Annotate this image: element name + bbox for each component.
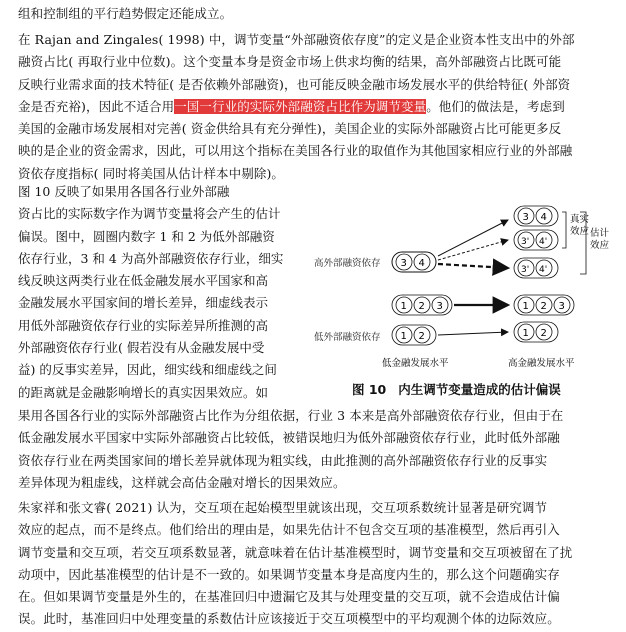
circle-label: 3	[558, 301, 565, 312]
text-line: 依存行业，3 和 4 为高外部融资依存行业，细实	[18, 250, 284, 266]
label-true-effect-1: 真实	[570, 214, 590, 225]
circles-right-mid2	[514, 258, 558, 278]
text-line: 偏误。图中，圆圈内数字 1 和 2 为低外部融资	[18, 228, 275, 244]
circle-label: 1	[522, 301, 529, 312]
text-fragment: 金是否充裕)，因此不适合用	[18, 98, 175, 114]
circle-label: 3	[400, 258, 407, 269]
circles-low-left-top	[392, 295, 452, 315]
text-line: 效应的起点，而不是终点。他们给出的理由是，如果先估计不包含交互项的基准模型，然后再引入	[18, 522, 560, 538]
figure-number: 图 10	[352, 382, 387, 397]
circle-label: 1	[400, 301, 407, 312]
figure-10	[312, 190, 612, 410]
text-line: 误。此时，基准回归中处理变量的系数估计应该接近于交互项模型中的平均观测个体的边际效应。	[18, 611, 560, 627]
circle-label: 1	[522, 328, 529, 339]
text-line: 资依存度指标( 同时将美国从估计样本中剔除)。	[18, 165, 285, 181]
highlighted-text: 一国一行业的实际外部融资占比作为调节变量	[174, 98, 427, 114]
arrow-thin-solid-high	[438, 220, 508, 256]
figure-caption	[352, 380, 561, 398]
circle-label: 4	[540, 212, 547, 223]
circle-label: 3'	[521, 265, 530, 275]
paragraph-2	[18, 29, 610, 185]
circles-right-top	[514, 206, 558, 226]
label-est-effect-2: 效应	[590, 240, 610, 251]
text-line: 在。但如果调节变量是外生的，在基准回归中遗漏它及其与处理变量的交互项，就不会造成估计偏	[18, 589, 560, 605]
text-line: 果用各国各行业的实际外部融资占比作为分组依据，行业 3 本来是高外部融资依存行业，但由于在	[18, 408, 564, 423]
text-line: 融资占比( 再取行业中位数)。这个变量本身是资金市场上供求均衡的结果，高外部融资占比既可能	[18, 54, 562, 70]
circles-high-left	[392, 252, 436, 272]
circle-label: 3	[522, 212, 529, 223]
text-line: 动项中，因此基准模型的估计是不一致的。如果调节变量本身是高度内生的，那么这个问题确实存	[18, 566, 560, 582]
circle-label: 4	[418, 258, 425, 269]
text-line: 图 10 反映了如果用各国各行业外部融	[18, 184, 230, 199]
axis-label-high-fin-dev: 高金融发展水平	[508, 358, 575, 369]
text-line: 外部融资依存行业( 假若没有从金融发展中受	[18, 340, 265, 356]
paragraph-4	[18, 497, 610, 631]
text-line-with-highlight	[18, 96, 610, 118]
text-line: 线反映这两类行业在低金融发展水平国家和高	[18, 273, 269, 289]
text-line: 在 Rajan and Zingales( 1998) 中，调节变量“外部融资依存度”的定义是企业资本性支出中的外部	[18, 32, 575, 47]
paragraph-1	[18, 3, 610, 25]
bracket-true-effect	[562, 212, 566, 248]
circle-label: 2	[540, 328, 547, 339]
text-line: 的距离就是金融影响增长的真实因果效应。如	[18, 384, 269, 400]
text-line: 组和控制组的平行趋势假定还能成立。	[18, 6, 233, 21]
circles-right-mid1	[514, 230, 558, 250]
circle-label: 4'	[539, 237, 548, 247]
text-line: 美国的金融市场发展相对完善( 资金供给具有充分弹性)，美国企业的实际外部融资占比可能更多反	[18, 121, 562, 137]
paragraph-3-left	[18, 181, 308, 404]
text-line: 差异体现为粗虚线，这样就会高估金融对增长的因果效应。	[18, 474, 346, 490]
text-line: 低金融发展水平国家中实际外部融资占比较低，被错误地归为低外部融资依存行业，此时低外部融	[18, 430, 560, 446]
axis-label-low-fin-dev: 低金融发展水平	[382, 358, 449, 369]
label-est-effect-1: 估计	[590, 228, 610, 239]
circle-label: 2	[418, 301, 425, 312]
circle-label: 3'	[521, 237, 530, 247]
circle-label: 2	[418, 331, 425, 342]
circle-label: 3	[436, 301, 443, 312]
text-line: 朱家祥和张文睿( 2021) 认为，交互项在起始模型里就该出现，交互项系数统计显著是研究调节	[18, 500, 548, 515]
text-fragment: 。他们的做法是，考虑到	[426, 98, 565, 114]
label-high-dependence: 高外部融资依存	[314, 258, 381, 269]
circle-label: 2	[540, 301, 547, 312]
text-line: 益) 的反事实差异，因此，细实线和细虚线之间	[18, 362, 277, 378]
figure-diagram	[312, 190, 612, 380]
label-low-dependence: 低外部融资依存	[314, 332, 381, 343]
text-line: 资依存行业在两类国家间的增长差异就体现为粗实线，由此推测的高外部融资依存行业的反事实	[18, 452, 548, 468]
text-line: 映的是企业的资金需求，因此，可以用这个指标在美国各行业的取值作为其他国家相应行业的外部融	[18, 143, 573, 159]
text-line: 反映行业需求面的技术特征( 是否依赖外部融资)，也可能反映金融市场发展水平的供给特征( 外部资	[18, 76, 571, 92]
arrow-thin-dashed	[438, 240, 508, 260]
paragraph-3-cont	[18, 405, 610, 494]
text-line: 资占比的实际数字作为调节变量将会产生的估计	[18, 206, 281, 222]
circles-right-low1	[514, 295, 574, 315]
figure-title: 内生调节变量造成的估计偏误	[398, 382, 561, 397]
circles-low-left-bottom	[392, 325, 436, 345]
text-line: 金融发展水平国家间的增长差异，细虚线表示	[18, 295, 269, 311]
arrow-thin-solid-low	[438, 332, 508, 335]
circle-label: 1	[400, 331, 407, 342]
text-line: 调节变量和交互项，若交互项系数显著，就意味着在估计基准模型时，调节变量和交互项被留在了扰	[18, 544, 573, 560]
circle-label: 4'	[539, 265, 548, 275]
label-true-effect-2: 效应	[570, 226, 590, 237]
arrow-thick-dashed	[438, 264, 508, 268]
circles-right-low2	[514, 322, 558, 342]
text-line: 用低外部融资依存行业的实际差异所推测的高	[18, 317, 269, 333]
